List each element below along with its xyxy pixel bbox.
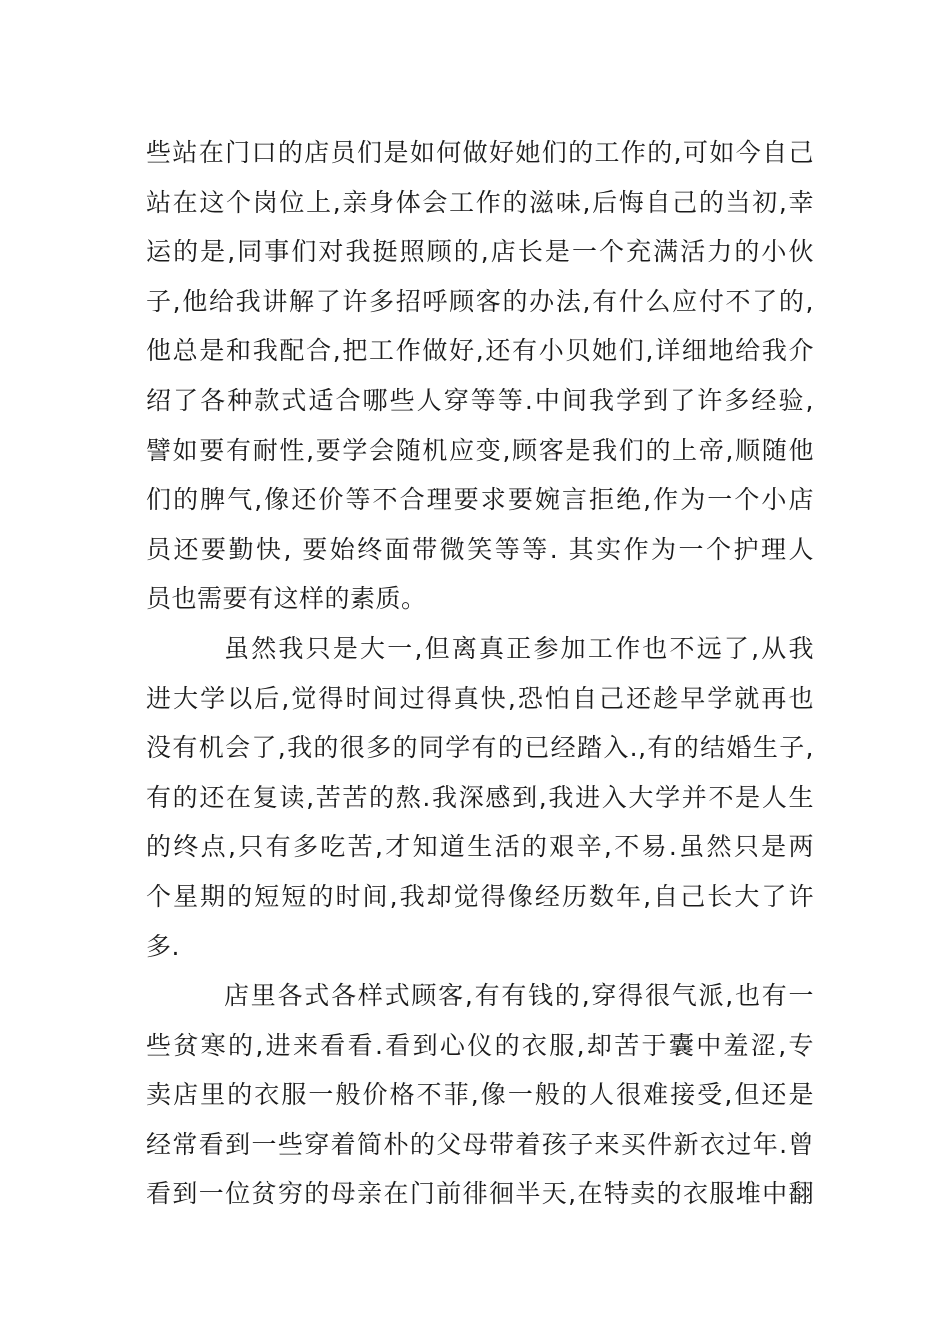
text-line: 多. <box>146 931 180 961</box>
text-line: 站在这个岗位上,亲身体会工作的滋味,后悔自己的当初,幸 <box>146 187 814 217</box>
text-line: 子,他给我讲解了许多招呼顾客的办法,有什么应付不了的, <box>146 286 814 316</box>
text-line: 的终点,只有多吃苦,才知道生活的艰辛,不易.虽然只是两 <box>146 832 814 862</box>
text-line: 们的脾气,像还价等不合理要求要婉言拒绝,作为一个小店 <box>146 485 814 515</box>
text-line: 个星期的短短的时间,我却觉得像经历数年,自己长大了许 <box>146 881 814 911</box>
text-line: 员也需要有这样的素质。 <box>146 584 427 614</box>
text-line: 些站在门口的店员们是如何做好她们的工作的,可如今自己 <box>146 138 814 167</box>
text-line: 店里各式各样式顾客,有有钱的,穿得很气派,也有一 <box>224 981 814 1011</box>
text-line: 他总是和我配合,把工作做好,还有小贝她们,详细地给我介 <box>146 336 814 366</box>
text-line: 绍了各种款式适合哪些人穿等等.中间我学到了许多经验, <box>146 385 814 415</box>
text-line: 经常看到一些穿着简朴的父母带着孩子来买件新衣过年.曾 <box>146 1129 814 1159</box>
paragraph-3 <box>146 971 814 1219</box>
text-line: 些贫寒的,进来看看.看到心仪的衣服,却苦于囊中羞涩,专 <box>146 1030 814 1060</box>
text-line: 员还要勤快, 要始终面带微笑等等. 其实作为一个护理人 <box>146 534 814 564</box>
text-line: 进大学以后,觉得时间过得真快,恐怕自己还趁早学就再也 <box>146 683 814 713</box>
text-line: 看到一位贫穷的母亲在门前徘徊半天,在特卖的衣服堆中翻 <box>146 1179 814 1209</box>
paragraph-1 <box>146 128 814 624</box>
text-line: 没有机会了,我的很多的同学有的已经踏入.,有的结婚生子, <box>146 733 814 763</box>
document-body <box>146 128 814 1219</box>
text-line: 有的还在复读,苦苦的熬.我深感到,我进入大学并不是人生 <box>146 782 814 812</box>
text-line: 虽然我只是大一,但离真正参加工作也不远了,从我 <box>224 633 814 663</box>
text-line: 譬如要有耐性,要学会随机应变,顾客是我们的上帝,顺随他 <box>146 435 814 465</box>
text-line: 卖店里的衣服一般价格不菲,像一般的人很难接受,但还是 <box>146 1080 814 1110</box>
text-line: 运的是,同事们对我挺照顾的,店长是一个充满活力的小伙 <box>146 237 814 267</box>
paragraph-2 <box>146 624 814 971</box>
